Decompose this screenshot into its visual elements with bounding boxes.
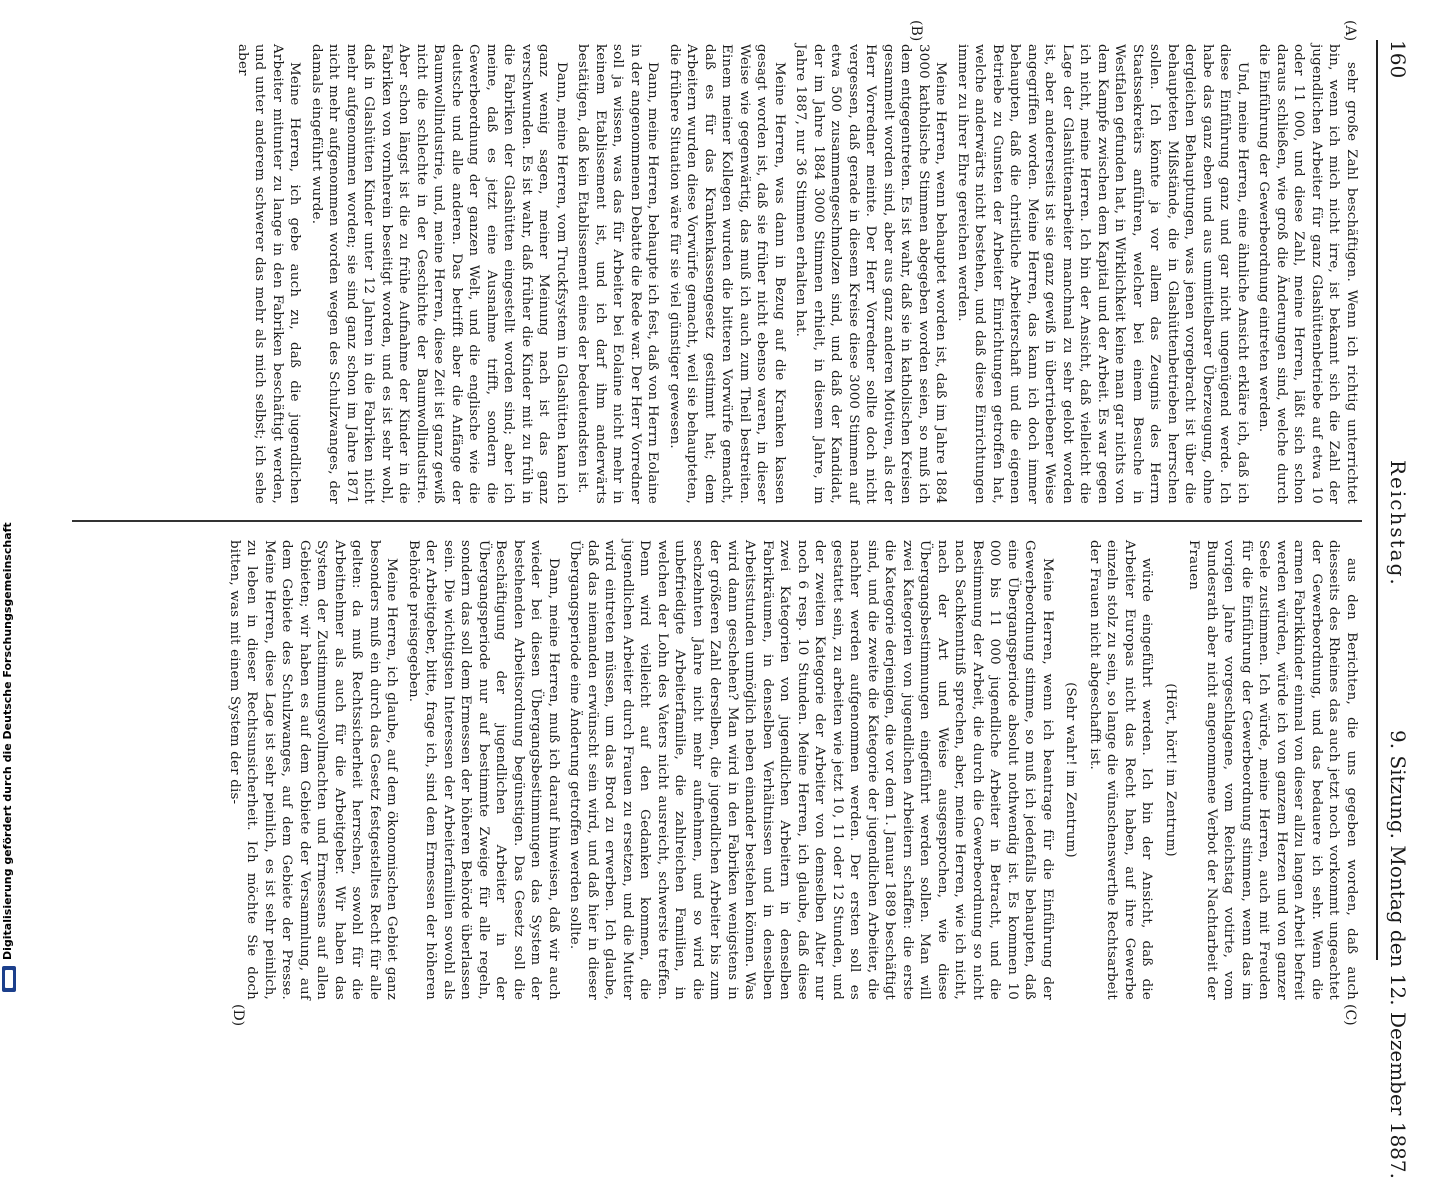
session-line: 9. Sitzung. Montag den 12. Dezember 1887. <box>1386 730 1410 1179</box>
digitization-note: Digitalisierung gefördert durch die Deutsche Forschungsgemeinschaft <box>1 522 14 960</box>
page-number: 160 <box>1386 40 1410 79</box>
paragraph: Und, meine Herren, eine ähnliche Ansicht erkläre ich, daß ich diese Einführung ganz und gar nicht ungenügend werde. Ich habe das ganz eben und aus unmittelbarer Überzeugung, ohne dergleichen Behauptungen, was jenen vorgebracht ist über die behaupteten Mißstände, die in Glashüttenbetrieben herrschen sollen. Ich könnte ja vor allem das Zeugnis des Herrn Staatssekretärs anführen, welcher bei einem Besuche in Westfalen gefunden hat, in Wirklichkeit keine man gar nichts von dem Kampfe zwischen dem Kapital und der Arbeit. Es war gegen ich nicht, meine Herren. Ich bin der Ansicht, daß vielleicht die Lage der Glashüttenarbeiter manchmal zu sehr gelobt worden ist, aber andererseits ist sie ganz gewiß in übertriebener Weise angegriffen worden. Meine Herren, das kann ich doch immer behaupten, daß die christliche Arbeiterschaft und die eigenen Betriebe zu Gunsten der Arbeiter Einrichtungen getroffen hat, welche anderwärts nicht bestehen, und daß diese Einrichtungen immer zu ihrer Ehre gereichen werden. <box>955 44 1250 504</box>
paragraph: Dann, meine Herren, vom Truckfsystem in Glashütten kann ich ganz wenig sagen, meiner Meinung nach ist das ganz verschwunden. Es ist wahr, daß früher die Kinder mit zu früh in die Fabriken der Glashütten eingestellt worden sind; aber ich meine, daß es jetzt eine Ausnahme trifft, sondern die Gewerbeordnung der ganzen Welt, und die englische wie die deutsche und alle anderen. Das betrifft aber die Anfänge der Baumwollindustrie, und, meine Herren, diese Zeit ist ganz gewiß nicht die schlechte in der Geschichte der Baumwollindustrie. Aber schon längst ist die zu frühe Aufnahme der Kinder in die Fabriken von vornherein beseitigt worden, und es ist sehr wohl, daß in Glashütten Kinder unter 12 Jahren in die Fabriken nicht mehr aufgenommen worden; sie sind ganz schon im Jahre 1871 nicht mehr aufgenommen worden wegen des Schulzwanges, der damals eingeführt wurde. <box>309 44 569 504</box>
left-column <box>70 44 1360 504</box>
paragraph: aus den Berichten, die uns gegeben worden, daß auch diesseits des Rheines das auch jetzt noch vorkommt ungeachtet der Gewerbeordnung, und das bedauere ich sehr. Wenn die armen Fabrikkinder einmal von dieser allzu langen Arbeit befreit werden würden, würde ich von ganzem Herzen und von ganzer Seele zustimmen. Ich würde, meine Herren, auch mit Freuden für die Einführung der Gewerbeordnung stimmen, wenn das im vorigen Jahre vorgeschlagene, vom Reichstag votirte, vom Bundesrath aber nicht angenommene Verbot der Nachtarbeit der Frauen <box>1186 540 1359 1000</box>
page-title: Reichstag. <box>1386 460 1410 587</box>
interjection: (Sehr wahr! im Zentrum) <box>1063 682 1079 858</box>
margin-marker-a: (A) <box>1342 20 1358 42</box>
margin-marker-d: (D) <box>230 1004 246 1027</box>
paragraph: Meine Herren, was dann in Bezug auf die Kranken kassen gesagt worden ist, daß sie früher nicht ebenso waren, in dieser Weise wie gegenwärtig, das muß ich auch zum Theil bestreiten. Einem meiner Kollegen wurden die bitteren Vorwürfe gemacht, daß es für das Krankenkassengesetz gestimmt hat; dem Arbeitern wurden diese Vorwürfe gemacht, weil sie behaupteten, die frühere Situation wäre für sie viel günstiger gewesen. <box>667 44 787 504</box>
column-divider <box>72 520 1362 522</box>
margin-marker-b: (B) <box>908 20 924 42</box>
interjection: (Hört, hört! im Zentrum) <box>1163 683 1178 857</box>
paragraph: Dann, meine Herren, muß ich darauf hinweisen, daß wir auch wieder bei diesen Übergangsbestimmungen das System der bestehenden Arbeitsordnung begünstigen. Das Gesetz soll die Beschäftigung der jugendlichen Arbeiter in der Übergangsperiode nur auf bestimmte Zweige für alle regeln, sondern das soll dem Ermessen der höheren Behörde überlassen sein. Die wichtigsten Interessen der Arbeiterfamilien sowohl als der Arbeitgeber, bitte, frage ich, sind dem Ermessen der höheren Behörde preisgegeben. <box>406 540 561 1000</box>
paragraph: Dann, meine Herren, behaupte ich fest, daß von Herrn Eolaine in der angenommenen Debatte die Rede war. Der Herr Vorredner soll ja wissen, was das für Arbeiter bei Eolaine nicht mehr in keinem Etablissement ist, und ich darf ihm anderwärts bestätigen, daß kein Etablissement eines der bedeutendsten ist. <box>575 44 661 504</box>
paragraph: sehr große Zahl beschäftigen. Wenn ich richtig unterrichtet bin, wenn ich mich nicht irre, ist bekannt sich die Zahl der jugendlichen Arbeiter für ganz Glashüttenbetriebe auf etwa 10 oder 11 000, und diese Zahl, meine Herren, läßt sich schon daraus schließen, wie groß die Änderungen sind, welche durch die Einführung der Gewerbeordnung eintreten werden. <box>1256 44 1359 504</box>
header-rule <box>1376 40 1378 960</box>
paragraph: Meine Herren, ich gebe auch zu, daß die jugendlichen Arbeiter mitunter zu lange in den Fabriken beschäftigt werden, und unter anderem schwerer das mehr als mich selbst; ich sehe aber <box>235 44 303 504</box>
paragraph: Meine Herren, ich glaube, auf dem ökonomischen Gebiet ganz besonders muß ein durch das Gesetz festgestelltes Recht für alle gelten: da muß Rechtssicherheit herrschen, sowohl für die Arbeitnehmer als auch für die Arbeitgeber. Wir haben das System der Zustimmungsvollmachten und Ermessens auf allen Gebieten; wir haben es auf dem Gebiete der Versammlung, auf dem Gebiete des Schulzwanges, auf dem Gebiete der Presse. Meine Herren, diese Lage ist sehr peinlich, es ist sehr peinlich, zu leben in dieser Rechtsunsicherheit. Ich möchte Sie doch bitten, was mit einem System der dis- <box>227 540 400 1000</box>
margin-marker-c: (C) <box>1342 1004 1358 1026</box>
paragraph: Meine Herren, wenn behauptet worden ist, daß im Jahre 1884 3000 katholische Stimmen abgegeben worden seien, so muß ich dem entgegentreten. Es ist wahr, daß sie in katholischen Kreisen gesammelt worden sind, aber aus ganz anderen Motiven, als der Herr Vorredner meinte. Der Herr Vorredner sollte doch nicht vergessen, daß gerade in diesem Kreise diese 3000 Stimmen auf etwa 500 zusammengeschmolzen sind, und daß der Kandidat, der im Jahre 1884 3000 Stimmen erhielt, in diesem Jahre, im Jahre 1887, nur 36 Stimmen erhalten hat. <box>793 44 949 504</box>
right-column <box>70 540 1360 1000</box>
paragraph: Meine Herren, wenn ich beantrage für die Einführung der Gewerbeordnung stimme, so muß ich jedenfalls behaupten, daß eine Übergangsperiode absolut nothwendig ist. Es kommen 10 000 bis 11 000 jugendliche Arbeiter in Betracht, und die Bestimmung der Arbeit, die durch die Gewerbeordnung so nicht nach Sachkenntniß sprechen, aber, meine Herren, wie ich nicht, nach der Art und Weise ausgesprochen, wie diese Übergangsbestimmungen eingeführt werden sollen. Man will zwei Kategorien von jugendlichen Arbeitern schaffen: die erste die Kategorie derjenigen, die vor dem 1. Januar 1889 beschäftigt sind, und die zweite die Kategorie der jugendlichen Arbeiter, die nachher werden aufgenommen werden. Der ersten soll es gestattet sein, zu arbeiten wie jetzt 10, 11 oder 12 Stunden, und der zweiten Kategorie der Arbeiter von demselben Alter nur noch 6 resp. 10 Stunden. Meine Herren, ich glaube, daß diese zwei Kategorien von jugendlichen Arbeitern in denselben Fabrikräumen, in denselben Verhältnissen und in denselben Arbeitsstunden unmöglich neben einander bestehen können. Was wird dann geschehen? Man wird in den Fabriken wenigstens in der größeren Zahl derselben, die jugendlichen Arbeiter bis zum sechzehnten Jahre nicht mehr aufnehmen, und so wird die unbefriedigte Arbeiterfamilie, die zahlreichen Familien, in welchen der Lohn des Vaters nicht ausreicht, schwerste treffen. Denn wird vielleicht auf den Gedanken kommen, die jugendlichen Arbeiter durch Frauen zu ersetzen, und die Mutter wird eintreten müssen, um das Brod zu erwerben. Ich glaube, daß das niemanden erwünscht sein wird, und daß hier in dieser Übergangsperiode eine Änderung getroffen werden sollte. <box>567 540 1055 1000</box>
paragraph: würde eingeführt werden. Ich bin der Ansicht, daß die Arbeiter Europas nicht das Recht haben, auf ihre Gewerbe einzeln stolz zu sein, so lange die wünschenswerthe Rechtsarbeit der Frauen nicht abgeschafft ist. <box>1087 540 1155 1000</box>
page-header <box>1382 40 1414 1179</box>
